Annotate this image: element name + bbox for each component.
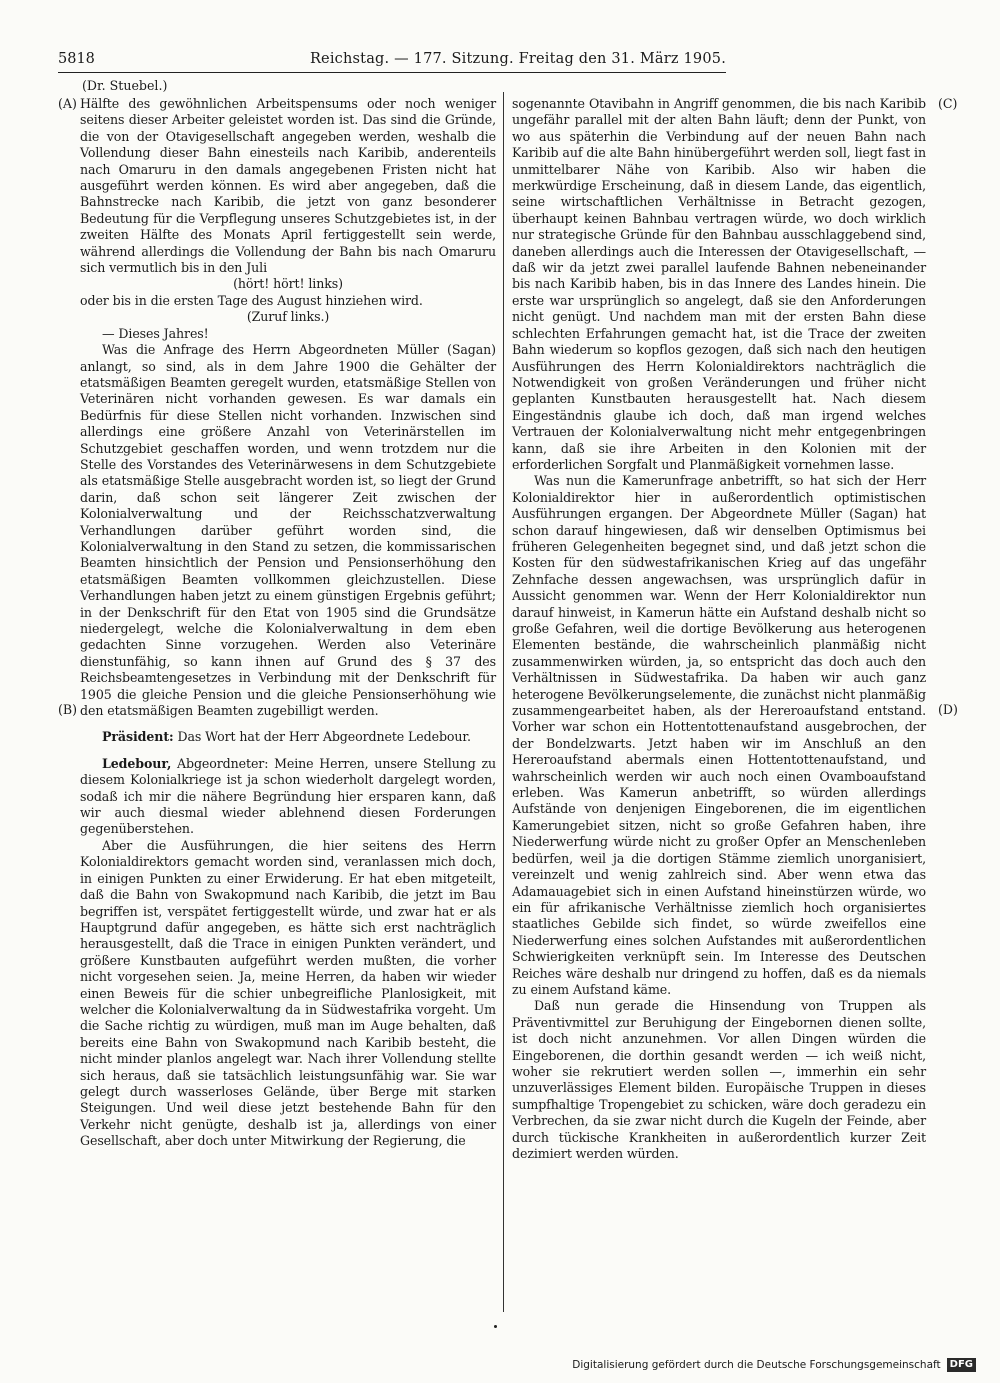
right-column bbox=[512, 96, 926, 1162]
page-mark bbox=[494, 1325, 497, 1328]
paragraph: — Dieses Jahres! bbox=[102, 325, 209, 341]
paragraph: Was nun die Kamerunfrage anbetrifft, so hat sich der Herr Kolonialdirektor hier in außerordentlich optimistischen Ausführungen ergangen. Der Abgeordnete Müller (Sagan) hat schon darauf hingewiesen, daß wir denselben Optimismus bei früheren Gelegenheiten begegnet sind, und daß jetzt schon die Kosten für den südwestafrikanischen Krieg auf das ungefähr Zehnfache dessen angewachsen, was ursprünglich dafür in Aussicht genommen war. Wenn der Herr Kolonialdirektor nun darauf hinweist, in Kamerun hätte ein Aufstand deshalb nicht so große Gefahren, weil die dortige Bevölkerung aus heterogenen Elementen bestände, die wahrscheinlich planmäßig nicht zusammenwirken würden, ja, so entspricht das doch auch den Verhältnissen in Südwestafrika. Da haben wir auch ganz heterogene Bevölkerungselemente, die zunächst nicht planmäßig zusammengearbeitet haben, als der Hereroaufstand entstand. Vorher war schon ein Hottentottenaufstand ausgebrochen, der der Bondelzwarts. Jetzt haben wir im Anschluß an den Hereroaufstand abermals einen Hottentottenaufstand, und wahrscheinlich werden wir auch noch einen Ovamboaufstand erleben. Was Kamerun anbetrifft, so würden allerdings Aufstände von denjenigen Eingeborenen, die im eigentlichen Kamerungebiet sitzen, nicht so große Gefahren haben, ihre Niederwerfung würde nicht zu großer Opfer an Menschenleben bedürfen, weil ja die dortigen Stämme ziemlich unorganisiert, vereinzelt und wenig zahlreich sind. Aber wenn etwa das Adamauagebiet sich in einen Aufstand hineinstürzen würde, wo ein für afrikanische Verhältnisse ziemlich hoch organisiertes staatliches Gebilde sich findet, so würde zweifellos eine Niederwerfung eines solchen Aufstandes mit außerordentlichen Schwierigkeiten verknüpft sein. Im Interesse des Deutschen Reiches wäre deshalb nur dringend zu hoffen, daß es da niemals zu einem Aufstand käme. bbox=[512, 473, 926, 997]
footer-text: Digitalisierung gefördert durch die Deutsche Forschungsgemeinschaft bbox=[572, 1359, 941, 1371]
paragraph: oder bis in die ersten Tage des August hinziehen wird. bbox=[80, 292, 423, 308]
ledebour-speech-start bbox=[80, 756, 496, 838]
left-column bbox=[80, 96, 496, 1150]
paragraph: Aber die Ausführungen, die hier seitens des Herrn Kolonialdirektors gemacht worden sind, veranlassen mich doch, in einigen Punkten zu einer Erwiderung. Er hat eben mitgeteilt, daß die Bahn von Swakopmund nach Karibib, die jetzt im Bau begriffen ist, verspätet fertiggestellt würde, und zwar hat er als Hauptgrund dafür angegeben, es hätte sich erst nachträglich herausgestellt, daß die Trace in einigen Punkten verändert, und größere Kunstbauten aufgeführt werden mußten, die vorher nicht vorgesehen seien. Ja, meine Herren, da haben wir wieder einen Beweis für die schier unbegreifliche Planlosigkeit, mit welcher die Kolonialverwaltung da in Südwestafrika vorgeht. Um die Sache richtig zu würdigen, muß man im Auge behalten, daß bereits eine Bahn von Swakopmund nach Karibib besteht, die nicht minder planlos angelegt war. Nach ihrer Vollendung stellte sich heraus, daß sie tatsächlich leistungsunfähig war. Sie war gelegt durch wasserloses Gelände, über Berge mit starken Steigungen. Und weil diese jetzt bestehende Bahn für den Verkehr nicht genügte, deshalb ist ja, allerdings von einer Gesellschaft, aber doch unter Mitwirkung der Regierung, die bbox=[80, 837, 496, 1149]
footer bbox=[572, 1358, 976, 1372]
dfg-logo-icon: DFG bbox=[947, 1358, 976, 1372]
paragraph: Hälfte des gewöhnlichen Arbeitspensums oder noch weniger seitens dieser Arbeiter geleistet worden ist. Das sind die Gründe, die von der Otavigesellschaft angegeben werden, weshalb die Vollendung dieser Bahn einesteils nach Karibib, anderenteils nach Omaruru in den damals angegebenen Fristen nicht hat ausgeführt werden können. Es wird aber angegeben, daß die Bahnstrecke nach Karibib, die jetzt von ganz besonderer Bedeutung für die Verpflegung unseres Schutzgebietes ist, in der zweiten Hälfte des Monats April fertiggestellt sein werde, während allerdings die Vollendung der Bahn bis nach Omaruru sich vermutlich bis in den Juli bbox=[80, 96, 496, 276]
president-statement bbox=[80, 729, 496, 745]
statement-text: Das Wort hat der Herr Abgeordnete Ledebour. bbox=[173, 729, 471, 745]
paragraph: Daß nun gerade die Hinsendung von Truppen als Präventivmittel zur Beruhigung der Eingebornen dienen sollte, ist doch nicht anzunehmen. Vor allen Dingen würden die Eingeborenen, die dorthin gesandt werden — ich weiß nicht, woher sie rekrutiert werden sollen —, immerhin ein sehr unzuverlässiges Element bilden. Europäische Truppen in dieses sumpfhaltige Tropengebiet zu schicken, wäre doch geradezu ein Verbrechen, da sie zwar nicht durch die Kugeln der Feinde, aber durch tückische Krankheiten in außerordentlich kurzer Zeit dezimiert werden würden. bbox=[512, 998, 926, 1161]
page-number: 5818 bbox=[58, 51, 95, 67]
speaker-name: Präsident: bbox=[102, 729, 174, 745]
speaker-reference: (Dr. Stuebel.) bbox=[82, 78, 168, 93]
paragraph: Was die Anfrage des Herrn Abgeordneten Müller (Sagan) anlangt, so sind, als in dem Jahre 1900 die Gehälter der etatsmäßigen Beamten geregelt wurden, etatsmäßige Stellen von Veterinären nicht vorhanden gewesen. Es war damals ein Bedürfnis für diese Stellen nicht vorhanden. Inzwischen sind allerdings eine größere Anzahl von Veterinärstellen im Schutzgebiet geschaffen worden, und wenn trotzdem nur die Stelle des Vorstandes des Veterinärwesens in dem Schutzgebiete als etatsmäßige Stelle ausgebracht worden ist, so liegt der Grund darin, daß schon seit längerer Zeit zwischen der Kolonialverwaltung und der Reichsschatzverwaltung Verhandlungen darüber geführt worden sind, die Kolonialverwaltung in den Stand zu setzen, die kommissarischen Beamten hinsichtlich der Pension und Pensionserhöhung den etatsmäßigen Beamten vollkommen gleichzustellen. Diese Verhandlungen haben jetzt zu einem günstigen Ergebnis geführt; in der Denkschrift für den Etat von 1905 sind die Grundsätze niedergelegt, welche die Kolonialverwaltung in dem eben gedachten Sinne vorzugehen. Werden also Veterinäre dienstunfähig, so kann ihnen auf Grund des § 37 des Reichsbeamtengesetzes in Verbindung mit der Denkschrift für 1905 die gleiche Pension und die gleiche Pensionserhöhung wie den etatsmäßigen Beamten zugebilligt werden. bbox=[80, 342, 496, 719]
running-title: Reichstag. — 177. Sitzung. Freitag den 31. März 1905. bbox=[309, 51, 726, 67]
margin-marker-b: (B) bbox=[58, 702, 78, 717]
paragraph: sogenannte Otavibahn in Angriff genommen, die bis nach Karibib ungefähr parallel mit der alten Bahn läuft; denn der Punkt, von wo aus späterhin die Verbindung auf der neuen Bahn nach Karibib auf die alte Bahn hinübergeführt werden soll, liegt fast in unmittelbarer Nähe von Karibib. Also wir haben die merkwürdige Erscheinung, daß in diesem Lande, das eigentlich, seine wirtschaftlichen Verhältnisse in Betracht gezogen, überhaupt keinen Bahnbau vertragen würde, wo doch wirklich nur strategische Gründe für den Bahnbau ausschlaggebend sind, daneben allerdings auch die Interessen der Otavigesellschaft, — daß wir da jetzt zwei parallel laufende Bahnen nebeneinander bis nach Karibib haben, bis in das Innere des Landes hinein. Die erste war ursprünglich so angelegt, daß sie den Anforderungen nicht genügt. Und nachdem man mit der ersten Bahn diese schlechten Erfahrungen gemacht hat, ist die Trace der zweiten Bahn wiederum so kopflos gezogen, daß sich nach den heutigen Ausführungen des Herrn Kolonialdirektors nachträglich die Notwendigkeit von großen Veränderungen und früher nicht geplanten Kunstbauten herausgestellt hat. Nach diesem Eingeständnis glaube ich doch, daß man irgend welches Vertrauen der Kolonialverwaltung nicht mehr entgegenbringen kann, daß sie ihre Arbeiten in den Kolonien mit der erforderlichen Sorgfalt und Planmäßigkeit vornehmen lasse. bbox=[512, 96, 926, 472]
interjection: (hört! hört! links) bbox=[233, 276, 343, 292]
margin-marker-a: (A) bbox=[58, 96, 77, 111]
margin-marker-d: (D) bbox=[938, 702, 958, 717]
margin-marker-c: (C) bbox=[938, 96, 958, 111]
interjection: (Zuruf links.) bbox=[246, 309, 330, 325]
header-rule bbox=[58, 72, 726, 73]
speech-text: Abgeordneter: Meine Herren, unsere Stellung zu diesem Kolonialkriege ist ja schon wiederholt dargelegt worden, sodaß ich mir die nähere Begründung hier ersparen kann, daß wir auch diesmal wieder ablehnend diesen Forderungen gegenüberstehen. bbox=[80, 755, 496, 837]
speaker-name: Ledebour, bbox=[102, 755, 172, 771]
page-header bbox=[58, 50, 726, 70]
column-divider bbox=[503, 92, 504, 1312]
